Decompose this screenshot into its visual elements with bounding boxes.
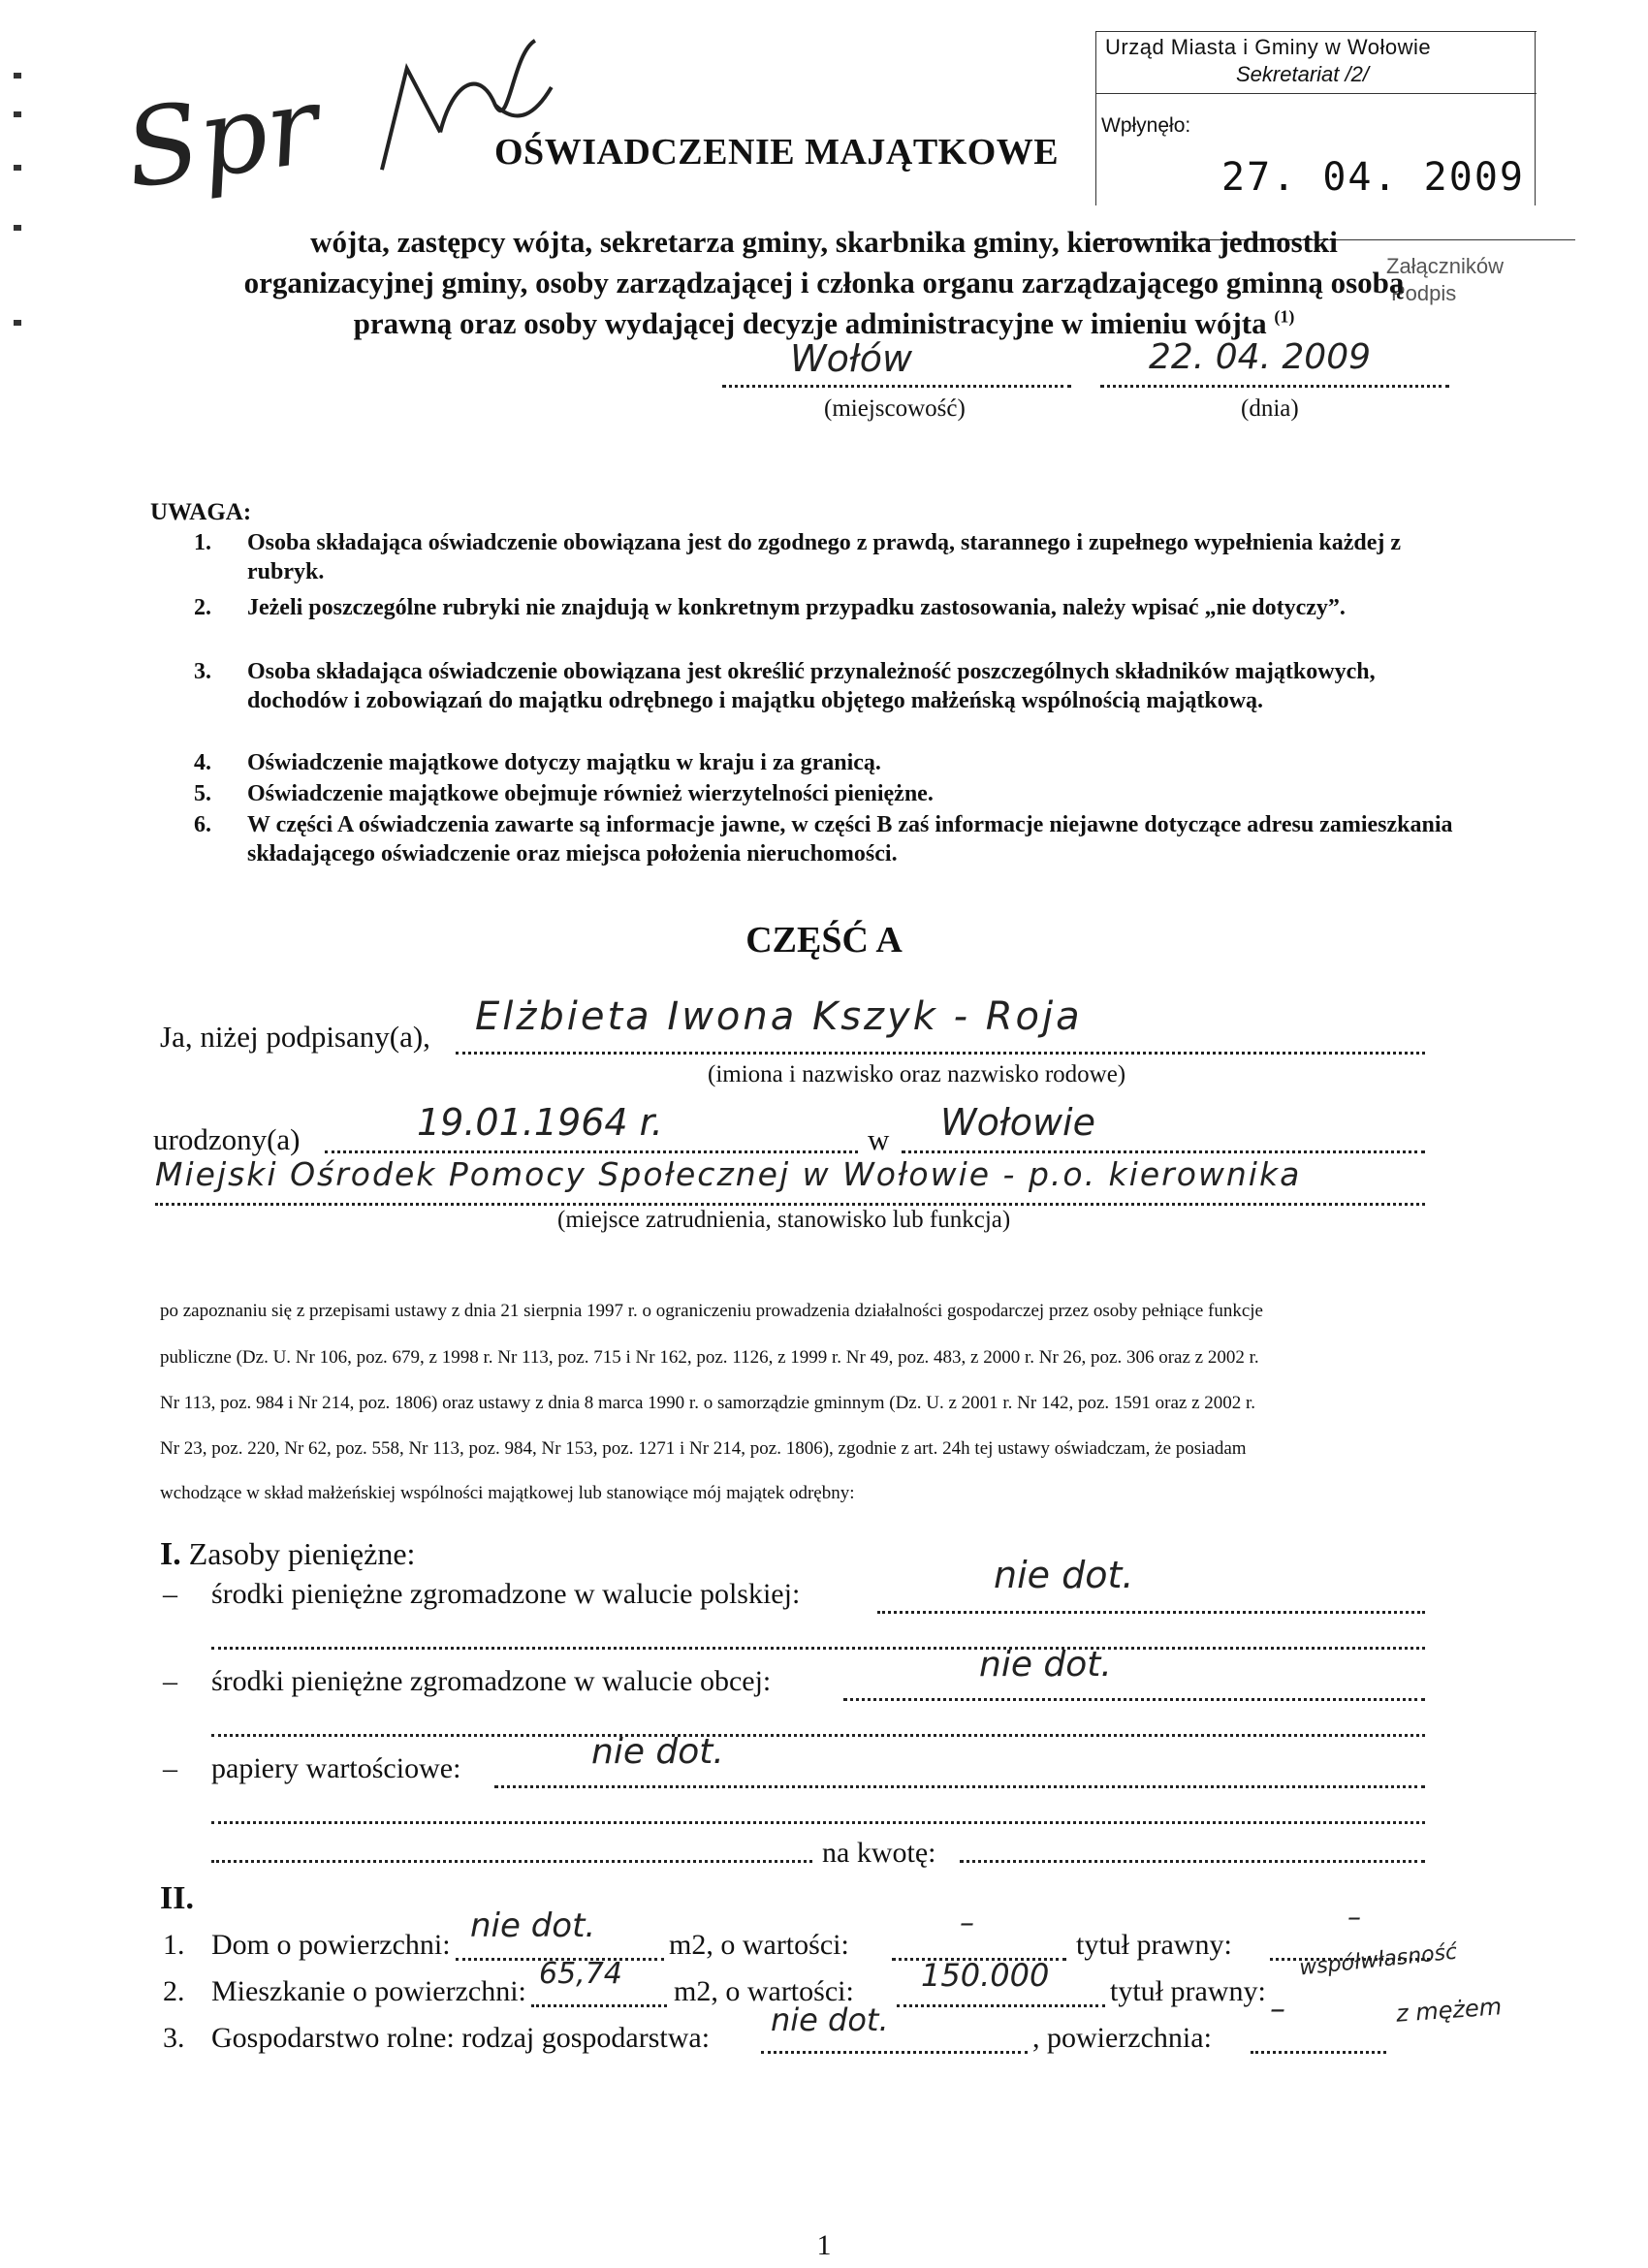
bullet-dash: –: [163, 1665, 177, 1697]
house-area-value: nie dot.: [470, 1906, 596, 1945]
house-title-label: tytuł prawny:: [1076, 1929, 1232, 1961]
row-number: 3.: [163, 2022, 185, 2054]
subtitle-line-3: prawną oraz osoby wydającej decyzje administracyjne w imieniu wójta $^{(1)}$: [353, 306, 1295, 340]
page-title: OŚWIADCZENIE MAJĄTKOWE: [494, 132, 1060, 173]
farm-area-value: –: [1270, 1990, 1285, 2027]
stamp-dept: Sekretariat /2/: [1236, 62, 1369, 86]
stamp-office: Urząd Miasta i Gminy w Wołowie: [1105, 35, 1432, 59]
section-1-heading: I. Zasoby pieniężne:: [160, 1536, 416, 1572]
subtitle-line-1: wójta, zastępcy wójta, sekretarza gminy, skarbnika gminy, kierownika jednostki: [310, 225, 1338, 259]
securities-label: papiery wartościowe:: [211, 1752, 461, 1784]
house-value-field: [892, 1906, 1066, 1961]
signature-scribble-icon: [352, 28, 574, 201]
born-date-field: [325, 1101, 858, 1153]
born-w: w: [868, 1122, 890, 1156]
foreign-field: [843, 1645, 1425, 1701]
legal-text-line: publiczne (Dz. U. Nr 106, poz. 679, z 1998 r. Nr 113, poz. 715 i Nr 162, poz. 1126, z 1999 r. Nr 49, poz. 483, z 2000 r. Nr 26, poz. 306 oraz z 2002 r.: [160, 1347, 1259, 1368]
signed-value: Elżbieta Iwona Kszyk - Roja: [475, 994, 1083, 1039]
subtitle-line-2: organizacyjnej gminy, osoby zarządzającej i członka organu zarządzającego gminną osobą: [243, 266, 1405, 299]
blank-dotted-line: [211, 1834, 812, 1863]
flat-title-value: współwłasność: [1298, 1939, 1459, 1981]
house-value-label: m2, o wartości:: [669, 1929, 849, 1961]
farm-type-value: nie dot.: [771, 2001, 889, 2038]
row-number: 1.: [163, 1929, 185, 1961]
farm-note-value: z mężem: [1395, 1993, 1503, 2028]
flat-value-value: 150.000: [921, 1957, 1050, 1994]
place-label: (miejscowość): [824, 395, 966, 422]
part-a-title: CZĘŚĆ A: [745, 920, 903, 961]
amount-field: [960, 1834, 1425, 1863]
section-2-heading: II.: [160, 1880, 194, 1916]
margin-mark: [14, 111, 21, 117]
farm-area-field: [1251, 1990, 1386, 2054]
flat-area-label: Mieszkanie o powierzchni:: [211, 1975, 526, 2007]
house-title-value: –: [1347, 1901, 1361, 1933]
name-caption: (imiona i nazwisko oraz nazwisko rodowe): [708, 1061, 1126, 1087]
house-value-value: –: [960, 1906, 974, 1940]
signed-label: Ja, niżej podpisany(a),: [160, 1020, 430, 1054]
pln-label: środki pieniężne zgromadzone w walucie polskiej:: [211, 1578, 801, 1610]
place-value: Wołów: [790, 337, 913, 380]
margin-mark: [14, 165, 21, 171]
securities-value: nie dot.: [591, 1732, 724, 1772]
legal-text-line: Nr 23, poz. 220, Nr 62, poz. 558, Nr 113, poz. 984, Nr 153, poz. 1271 i Nr 214, poz. 1806), zgodnie z art. 24h tej ustawy oświadczam, że posiadam: [160, 1438, 1247, 1459]
bullet-dash: –: [163, 1578, 177, 1610]
securities-field: [494, 1732, 1425, 1788]
stamp-received-date: 27. 04. 2009: [1221, 155, 1525, 200]
flat-area-value: 65,74: [539, 1957, 622, 1991]
note-item: 6. W części A oświadczenia zawarte są informacje jawne, w części B zaś informacje niejawne dotyczące adresu zamieszkania składającego oświadczenie oraz miejsca położenia nieruchomości.: [194, 812, 1453, 866]
stamp-signature-label: Podpis: [1391, 281, 1457, 305]
flat-value-label: m2, o wartości:: [674, 1975, 854, 2007]
place-field: [722, 337, 1071, 388]
legal-text-line: po zapoznaniu się z przepisami ustawy z dnia 21 sierpnia 1997 r. o ograniczeniu prowadzenia działalności gospodarczej przez osoby pełniące funkcje: [160, 1301, 1263, 1321]
house-area-field: [456, 1906, 664, 1961]
stamp-attachments-label: Załączników: [1386, 254, 1505, 278]
note-item: 3. Osoba składająca oświadczenie obowiązana jest określić przynależność poszczególnych składników majątkowych, dochodów i zobowiązań do majątku odrębnego i majątku objętego małżeńską wspólnością majątkową.: [194, 659, 1376, 713]
notes-heading: UWAGA:: [150, 499, 252, 525]
date-field: [1100, 337, 1449, 388]
foreign-value: nie dot.: [979, 1645, 1112, 1685]
employment-caption: (miejsce zatrudnienia, stanowisko lub funkcja): [557, 1207, 1011, 1233]
legal-text-line: Nr 113, poz. 984 i Nr 214, poz. 1806) oraz ustawy z dnia 8 marca 1990 r. o samorządzie gminnym (Dz. U. z 2001 r. Nr 142, poz. 1591 oraz z 2002 r.: [160, 1393, 1256, 1413]
farm-area-label: , powierzchnia:: [1032, 2022, 1212, 2054]
row-number: 2.: [163, 1975, 185, 2007]
foreign-label: środki pieniężne zgromadzone w walucie obcej:: [211, 1665, 772, 1697]
stamp-received-label: Wpłynęło:: [1101, 114, 1191, 137]
blank-dotted-line: [211, 1708, 1425, 1737]
handwritten-initials: Spr: [118, 28, 574, 234]
blank-dotted-line: [211, 1795, 1425, 1824]
farm-type-field: [761, 2001, 1028, 2054]
pln-value: nie dot.: [994, 1554, 1134, 1596]
page-number: 1: [816, 2229, 832, 2261]
blank-dotted-line: [211, 1621, 1425, 1650]
bullet-dash: –: [163, 1752, 177, 1784]
date-label: (dnia): [1241, 395, 1299, 422]
employment-value: Miejski Ośrodek Pomocy Społecznej w Wołowie - p.o. kierownika: [155, 1155, 1302, 1193]
employment-field: [155, 1155, 1425, 1206]
flat-value-field: [897, 1957, 1105, 2007]
born-place-field: [902, 1101, 1425, 1153]
margin-mark: [14, 73, 21, 79]
signed-field: [456, 994, 1425, 1055]
house-area-label: Dom o powierzchni:: [211, 1929, 451, 1961]
born-label: urodzony(a): [153, 1122, 301, 1156]
flat-area-field: [531, 1957, 667, 2007]
note-item: 1. Osoba składająca oświadczenie obowiązana jest do zgodnego z prawdą, starannego i zupełnego wypełnienia każdej z rubryk.: [194, 530, 1402, 584]
reception-stamp: [1095, 31, 1537, 305]
born-place-value: Wołowie: [940, 1101, 1095, 1144]
amount-label: na kwotę:: [822, 1837, 936, 1869]
note-item: 2. Jeżeli poszczególne rubryki nie znajdują w konkretnym przypadku zastosowania, należy wpisać „nie dotyczy”.: [194, 595, 1346, 620]
legal-text-line: wchodzące w skład małżeńskiej wspólności majątkowej lub stanowiące mój majątek odrębny:: [160, 1483, 855, 1503]
born-date-value: 19.01.1964 r.: [417, 1101, 663, 1144]
flat-title-label: tytuł prawny:: [1110, 1975, 1266, 2007]
pln-field: [877, 1554, 1425, 1614]
farm-type-label: Gospodarstwo rolne: rodzaj gospodarstwa:: [211, 2022, 711, 2054]
date-value: 22. 04. 2009: [1149, 337, 1372, 377]
